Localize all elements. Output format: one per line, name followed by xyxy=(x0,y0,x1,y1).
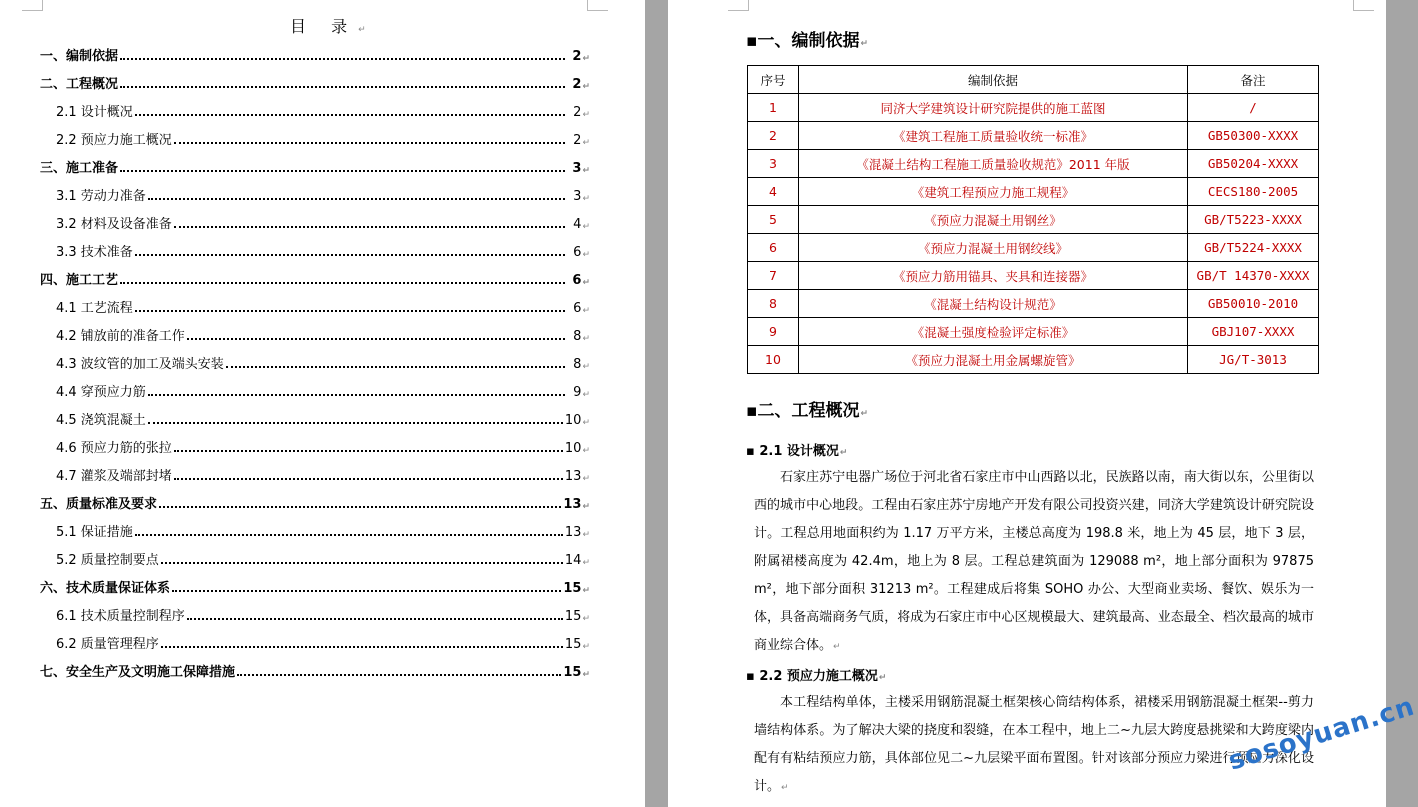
toc-entry[interactable]: 4.7 灌浆及端部封堵 13 ↵ xyxy=(40,462,590,484)
toc-entry-page: 15 xyxy=(564,637,582,652)
toc-entry-text: 5.2 质量控制要点 xyxy=(56,553,159,568)
toc-entry-page: 15 xyxy=(563,665,582,680)
toc-entry-page: 6 xyxy=(572,273,582,288)
toc-entry-text: 四、施工工艺 xyxy=(40,273,119,288)
sub2-body: 本工程结构单体，主楼采用钢筋混凝土框架核心筒结构体系，裙楼采用钢筋混凝土框架--剪力墙结构体系。为了解决大梁的挠度和裂缝，在本工程中，地上二~九层大跨度悬挑梁和大跨度梁内配有有粘结预应力筋，具体部位见二~九层梁平面布置图。针对该部分预应力梁进行预应力深化设计。↵ xyxy=(754,695,1314,794)
toc-leader-dots xyxy=(161,646,563,648)
toc-leader-dots xyxy=(135,114,566,116)
table-header-cell: 备注 xyxy=(1188,66,1319,94)
table-cell: GBJ107-XXXX xyxy=(1188,318,1319,346)
table-cell: 《预应力混凝土用金属螺旋管》 xyxy=(799,346,1188,374)
toc-entry-text: 4.1 工艺流程 xyxy=(56,301,133,316)
toc-entry-text: 一、编制依据 xyxy=(40,49,119,64)
toc-entry-text: 4.2 铺放前的准备工作 xyxy=(56,329,185,344)
toc-page xyxy=(0,0,645,807)
table-cell: 《建筑工程施工质量验收统一标准》 xyxy=(799,122,1188,150)
toc-entry-page: 3 xyxy=(573,189,582,204)
toc-entry[interactable]: 二、工程概况 2 ↵ xyxy=(40,70,590,92)
toc-entry-page: 2 xyxy=(572,49,582,64)
table-cell: / xyxy=(1188,94,1319,122)
toc-entry-text: 6.1 技术质量控制程序 xyxy=(56,609,185,624)
toc-leader-dots xyxy=(187,618,563,620)
table-row xyxy=(748,94,1319,122)
toc-entry-page: 2 xyxy=(573,133,582,148)
table-cell: 6 xyxy=(748,234,799,262)
toc-leader-dots xyxy=(161,562,563,564)
table-cell: 4 xyxy=(748,178,799,206)
sub1-body: 石家庄苏宁电器广场位于河北省石家庄市中山西路以北，民族路以南，南大街以东，公里街以西的城市中心地段。工程由石家庄苏宁房地产开发有限公司投资兴建，同济大学建筑设计研究院设计。工程总用地面积约为 1.17 万平方米，主楼总高度为 198.8 米，地上为 45 层，地下 3 层，附属裙楼高度为 42.4m，地上为 8 层。工程总建筑面为 129088 m²，地上部分面积为 97875 m²，地下部分面积 31213 m²。工程建成后将集 SOHO 办公、大型商业卖场、餐饮、娱乐为一体，具备高端商务气质，将成为石家庄市中心区规模最大、建筑最高、业态最全、档次最高的城市商业综合体。↵ xyxy=(754,470,1314,653)
toc-entry-page: 13 xyxy=(563,497,582,512)
toc-entry-page: 8 xyxy=(573,329,582,344)
toc-entry-page: 15 xyxy=(563,581,582,596)
toc-leader-dots xyxy=(148,198,566,200)
toc-entry[interactable]: 六、技术质量保证体系 15 ↵ xyxy=(40,574,590,596)
table-cell: GB/T5224-XXXX xyxy=(1188,234,1319,262)
toc-leader-dots xyxy=(135,310,566,312)
toc-entry[interactable]: 3.2 材料及设备准备 4 ↵ xyxy=(40,210,590,232)
toc-leader-dots xyxy=(120,58,565,60)
table-cell: 《混凝土强度检验评定标准》 xyxy=(799,318,1188,346)
table-cell: 《预应力混凝土用钢绞线》 xyxy=(799,234,1188,262)
toc-entry[interactable]: 2.2 预应力施工概况 2 ↵ xyxy=(40,126,590,148)
toc-entry-text: 五、质量标准及要求 xyxy=(40,497,158,512)
toc-entry[interactable]: 2.1 设计概况 2 ↵ xyxy=(40,98,590,120)
toc-entry-page: 13 xyxy=(564,469,582,484)
table-row xyxy=(748,150,1319,178)
table-cell: 8 xyxy=(748,290,799,318)
table-cell: 《预应力筋用锚具、夹具和连接器》 xyxy=(799,262,1188,290)
table-row xyxy=(748,122,1319,150)
toc-entry[interactable]: 6.2 质量管理程序 15 ↵ xyxy=(40,630,590,652)
toc-entry-text: 4.7 灌浆及端部封堵 xyxy=(56,469,172,484)
table-cell: 2 xyxy=(748,122,799,150)
toc-leader-dots xyxy=(226,366,566,368)
toc-leader-dots xyxy=(237,674,561,676)
table-cell: 《混凝土结构工程施工质量验收规范》2011 年版 xyxy=(799,150,1188,178)
toc-entry[interactable]: 一、编制依据 2 ↵ xyxy=(40,42,590,64)
toc-entry-page: 9 xyxy=(573,385,582,400)
toc-entry[interactable]: 4.1 工艺流程 6 ↵ xyxy=(40,294,590,316)
toc-entry[interactable]: 三、施工准备 3 ↵ xyxy=(40,154,590,176)
toc-entry[interactable]: 4.4 穿预应力筋 9 ↵ xyxy=(40,378,590,400)
toc-leader-dots xyxy=(120,170,565,172)
toc-entry-text: 3.1 劳动力准备 xyxy=(56,189,146,204)
crop-mark xyxy=(587,0,608,11)
toc-entry-page: 6 xyxy=(573,301,582,316)
table-cell: 《建筑工程预应力施工规程》 xyxy=(799,178,1188,206)
toc-entry-page: 15 xyxy=(564,609,582,624)
toc-entry-text: 3.3 技术准备 xyxy=(56,245,133,260)
table-row xyxy=(748,290,1319,318)
toc-leader-dots xyxy=(172,590,561,592)
toc-entry[interactable]: 5.2 质量控制要点 14 ↵ xyxy=(40,546,590,568)
toc-entry-page: 14 xyxy=(564,553,582,568)
sub2-heading: ▪ 2.2 预应力施工概况↵ xyxy=(746,669,887,684)
toc-entry-text: 4.4 穿预应力筋 xyxy=(56,385,146,400)
table-cell: GB50300-XXXX xyxy=(1188,122,1319,150)
table-cell: 《混凝土结构设计规范》 xyxy=(799,290,1188,318)
toc-entry-text: 6.2 质量管理程序 xyxy=(56,637,159,652)
toc-leader-dots xyxy=(148,394,566,396)
section1-heading: ▪一、编制依据↵ xyxy=(746,31,869,51)
toc-entry[interactable]: 3.3 技术准备 6 ↵ xyxy=(40,238,590,260)
toc-leader-dots xyxy=(120,86,565,88)
toc-entry[interactable]: 4.6 预应力筋的张拉 10 ↵ xyxy=(40,434,590,456)
toc-leader-dots xyxy=(148,422,563,424)
table-header-cell: 序号 xyxy=(748,66,799,94)
toc-entry-page: 6 xyxy=(573,245,582,260)
toc-entry[interactable]: 七、安全生产及文明施工保障措施 15 ↵ xyxy=(40,658,590,680)
table-cell: GB50204-XXXX xyxy=(1188,150,1319,178)
toc-entry-page: 4 xyxy=(573,217,582,232)
toc-entry[interactable]: 3.1 劳动力准备 3 ↵ xyxy=(40,182,590,204)
toc-leader-dots xyxy=(159,506,561,508)
table-cell: 同济大学建筑设计研究院提供的施工蓝图 xyxy=(799,94,1188,122)
crop-mark xyxy=(22,0,43,11)
table-cell: GB/T5223-XXXX xyxy=(1188,206,1319,234)
toc-entry[interactable]: 五、质量标准及要求 13 ↵ xyxy=(40,490,590,512)
table-row xyxy=(748,234,1319,262)
table-row xyxy=(748,206,1319,234)
toc-entry-text: 3.2 材料及设备准备 xyxy=(56,217,172,232)
toc-entry-text: 三、施工准备 xyxy=(40,161,119,176)
toc-entry[interactable]: 四、施工工艺 6 ↵ xyxy=(40,266,590,288)
table-cell: 3 xyxy=(748,150,799,178)
table-cell: 《预应力混凝土用钢丝》 xyxy=(799,206,1188,234)
table-cell: 10 xyxy=(748,346,799,374)
table-cell: GB50010-2010 xyxy=(1188,290,1319,318)
sub1-heading: ▪ 2.1 设计概况↵ xyxy=(746,444,848,459)
toc-leader-dots xyxy=(187,338,566,340)
toc-entry-text: 七、安全生产及文明施工保障措施 xyxy=(40,665,236,680)
toc-entry-text: 4.5 浇筑混凝土 xyxy=(56,413,146,428)
toc-entry[interactable]: 5.1 保证措施 13 ↵ xyxy=(40,518,590,540)
toc-leader-dots xyxy=(174,226,566,228)
toc-entry-page: 2 xyxy=(573,105,582,120)
toc-entry-text: 2.2 预应力施工概况 xyxy=(56,133,172,148)
toc-entry-page: 13 xyxy=(564,525,582,540)
table-cell: 1 xyxy=(748,94,799,122)
toc-entry-text: 六、技术质量保证体系 xyxy=(40,581,171,596)
table-row xyxy=(748,262,1319,290)
crop-mark xyxy=(728,0,749,11)
toc-entry[interactable]: 6.1 技术质量控制程序 15 ↵ xyxy=(40,602,590,624)
table-row xyxy=(748,346,1319,374)
toc-entry[interactable]: 4.3 波纹管的加工及端头安装 8 ↵ xyxy=(40,350,590,372)
crop-mark xyxy=(1353,0,1374,11)
toc-entry-text: 2.1 设计概况 xyxy=(56,105,133,120)
table-cell: 9 xyxy=(748,318,799,346)
toc-title: 目 录↵ xyxy=(290,17,376,36)
toc-leader-dots xyxy=(174,478,563,480)
toc-entry[interactable]: 4.5 浇筑混凝土 10 ↵ xyxy=(40,406,590,428)
toc-leader-dots xyxy=(174,450,563,452)
toc-entry-page: 3 xyxy=(572,161,582,176)
toc-leader-dots xyxy=(135,534,563,536)
table-cell: CECS180-2005 xyxy=(1188,178,1319,206)
section2-heading: ▪二、工程概况↵ xyxy=(746,401,869,421)
table-row xyxy=(748,178,1319,206)
basis-table xyxy=(747,65,1319,374)
toc-entry[interactable]: 4.2 铺放前的准备工作 8 ↵ xyxy=(40,322,590,344)
table-cell: JG/T-3013 xyxy=(1188,346,1319,374)
toc-entry-text: 4.3 波纹管的加工及端头安装 xyxy=(56,357,224,372)
toc-entry-page: 2 xyxy=(572,77,582,92)
toc-entry-page: 10 xyxy=(564,413,582,428)
toc-entry-page: 10 xyxy=(564,441,582,456)
toc-entry-text: 二、工程概况 xyxy=(40,77,119,92)
toc-leader-dots xyxy=(174,142,566,144)
table-header-cell: 编制依据 xyxy=(799,66,1188,94)
watermark-text: sosoyuan.cn xyxy=(1225,691,1418,777)
toc-entry-page: 8 xyxy=(573,357,582,372)
content-page xyxy=(668,0,1386,807)
toc-entry-text: 4.6 预应力筋的张拉 xyxy=(56,441,172,456)
toc-leader-dots xyxy=(120,282,565,284)
table-row xyxy=(748,318,1319,346)
table-cell: 5 xyxy=(748,206,799,234)
table-cell: 7 xyxy=(748,262,799,290)
toc-entry-text: 5.1 保证措施 xyxy=(56,525,133,540)
table-cell: GB/T 14370-XXXX xyxy=(1188,262,1319,290)
toc-leader-dots xyxy=(135,254,566,256)
